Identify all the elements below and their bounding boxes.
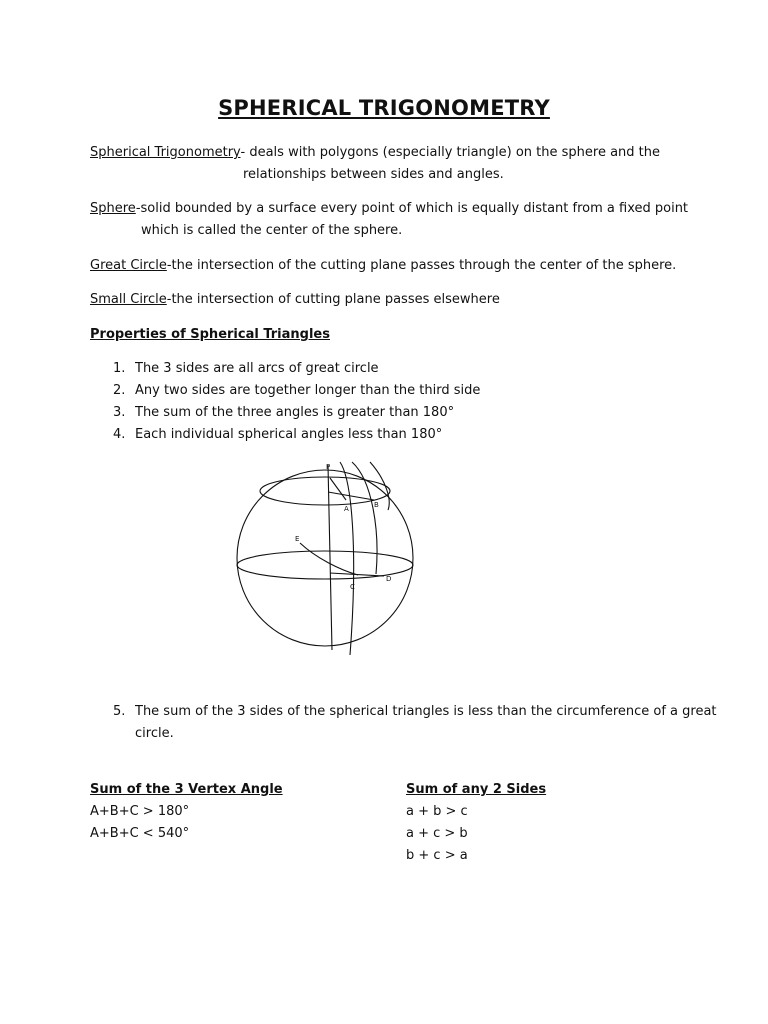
- list-number: 3.: [113, 405, 126, 420]
- label-a: A: [344, 505, 349, 513]
- vertex-angle-line: A+B+C > 180°: [90, 804, 190, 819]
- definition-separator: -: [166, 292, 172, 307]
- list-number: 5.: [113, 704, 126, 719]
- side-cd: [330, 573, 384, 576]
- definition-small-circle: [90, 289, 500, 311]
- list-text: circle.: [135, 726, 174, 741]
- label-b: B: [374, 501, 379, 509]
- vertex-angle-heading: Sum of the 3 Vertex Angle: [90, 782, 283, 797]
- definition-term: Small Circle: [90, 292, 167, 307]
- meridian-arc-3: [370, 462, 389, 510]
- definition-separator: -: [166, 258, 172, 273]
- definition-text: deals with polygons (especially triangle) on the sphere and the: [249, 145, 661, 160]
- great-circle-equator: [237, 551, 413, 579]
- any-two-sides-heading: Sum of any 2 Sides: [406, 782, 547, 797]
- label-c: C: [350, 583, 355, 591]
- side-ab: [328, 492, 374, 500]
- definition-term: Spherical Trigonometry: [90, 145, 241, 160]
- side-ec: [300, 543, 358, 575]
- list-number: 2.: [113, 383, 126, 398]
- label-d: D: [386, 575, 392, 583]
- label-p: P: [326, 463, 331, 471]
- small-circle: [260, 477, 390, 505]
- any-two-sides-line: b + c > a: [406, 848, 468, 863]
- any-two-sides-line: a + c > b: [406, 826, 468, 841]
- vertex-angle-line: A+B+C < 540°: [90, 826, 190, 841]
- definition-term: Sphere: [90, 201, 136, 216]
- definition-continuation: which is called the center of the sphere.: [141, 223, 403, 238]
- definition-separator: -: [240, 145, 250, 160]
- definition-great-circle: [90, 255, 676, 277]
- list-text: Any two sides are together longer than the third side: [135, 383, 481, 398]
- meridian-line: [328, 465, 332, 650]
- definition-sphere: [90, 198, 688, 220]
- page-title: SPHERICAL TRIGONOMETRY: [218, 96, 550, 120]
- definition-separator: -: [135, 201, 141, 216]
- side-pa: [330, 478, 346, 500]
- definition-continuation: relationships between sides and angles.: [243, 167, 504, 182]
- definition-spherical-trigonometry: [90, 142, 660, 164]
- list-text: The sum of the 3 sides of the spherical triangles is less than the circumference of a great: [135, 704, 717, 719]
- definition-text: the intersection of cutting plane passes elsewhere: [171, 292, 500, 307]
- definition-text: solid bounded by a surface every point of which is equally distant from a fixed point: [140, 201, 689, 216]
- meridian-arc-1: [340, 462, 354, 655]
- list-text: Each individual spherical angles less than 180°: [135, 427, 443, 442]
- list-number: 4.: [113, 427, 126, 442]
- list-text: The sum of the three angles is greater than 180°: [135, 405, 455, 420]
- sphere-outline: [237, 470, 413, 646]
- definition-text: the intersection of the cutting plane passes through the center of the sphere.: [171, 258, 677, 273]
- properties-heading: Properties of Spherical Triangles: [90, 327, 330, 342]
- definition-term: Great Circle: [90, 258, 167, 273]
- any-two-sides-line: a + b > c: [406, 804, 468, 819]
- list-text: The 3 sides are all arcs of great circle: [135, 361, 379, 376]
- label-e: E: [295, 535, 300, 543]
- list-number: 1.: [113, 361, 126, 376]
- meridian-arc-2: [352, 462, 377, 574]
